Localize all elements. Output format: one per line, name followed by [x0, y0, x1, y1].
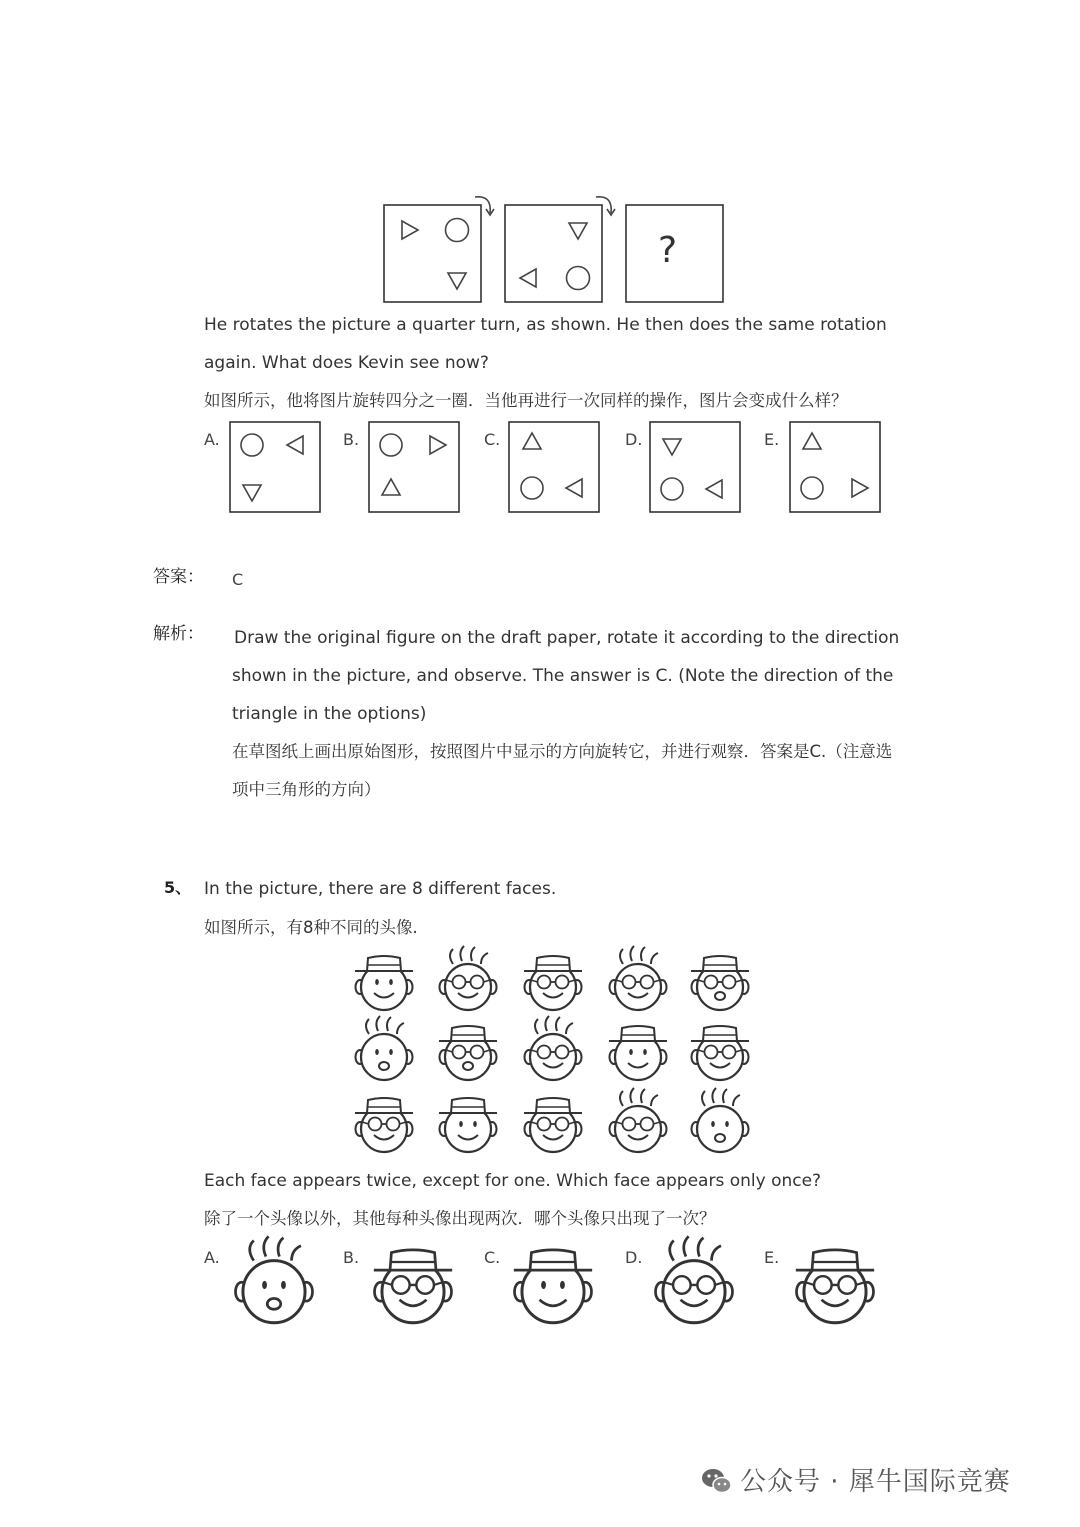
analysis-zh-1: 在草图纸上画出原始图形，按照图片中显示的方向旋转它，并进行观察．答案是C.（注意选	[232, 742, 893, 761]
option-b-face[interactable]	[374, 1250, 452, 1323]
face-hair-glasses-smile	[610, 946, 667, 1010]
option-a-picture[interactable]	[230, 422, 320, 512]
q4-intro-en-1: He rotates the picture a quarter turn, as shown. He then does the same rotation	[204, 315, 887, 335]
option-c-picture[interactable]	[509, 422, 599, 512]
q4-option-a-label: A.	[204, 430, 220, 449]
question-mark: ?	[658, 230, 678, 271]
face-hat-eyes-smile	[609, 1026, 667, 1080]
q4-option-e-label: E.	[764, 430, 780, 449]
q5-question-en: Each face appears twice, except for one. Which face appears only once?	[204, 1171, 822, 1191]
analysis-en-1: Draw the original figure on the draft paper, rotate it according to the direction	[234, 628, 900, 648]
q4-options-figure	[225, 418, 890, 518]
q5-options-figure	[220, 1235, 890, 1335]
q5-option-b-label: B.	[343, 1248, 360, 1267]
triangle-left-icon	[520, 269, 536, 287]
circle-icon	[446, 219, 469, 242]
faces-grid-figure	[340, 945, 770, 1165]
face-hat-eyes-smile	[355, 956, 413, 1010]
option-e-face[interactable]	[796, 1250, 874, 1323]
answer-label: 答案：	[153, 567, 204, 587]
face-hair-glasses-smile	[440, 946, 497, 1010]
face-hair-eyes-o	[356, 1016, 413, 1080]
q5-option-a-label: A.	[204, 1248, 220, 1267]
face-hat-glasses-smile	[524, 956, 582, 1010]
analysis-label: 解析：	[153, 624, 204, 644]
q4-option-d-label: D.	[625, 430, 643, 449]
q5-option-e-label: E.	[764, 1248, 780, 1267]
original-picture-box	[384, 205, 481, 302]
rotation-sequence-figure	[370, 185, 740, 310]
q4-option-b-label: B.	[343, 430, 360, 449]
watermark-text: 公众号 · 犀牛国际竞赛	[740, 1467, 1011, 1497]
q5-option-d-label: D.	[625, 1248, 643, 1267]
analysis-en-3: triangle in the options)	[232, 704, 427, 724]
q4-option-c-label: C.	[484, 430, 501, 449]
face-hat-glasses-o	[439, 1026, 497, 1080]
face-hair-glasses-smile	[610, 1088, 667, 1152]
face-hair-glasses-smile	[525, 1016, 582, 1080]
face-hat-glasses-smile	[524, 1098, 582, 1152]
option-d-picture[interactable]	[650, 422, 740, 512]
circle-icon	[567, 267, 590, 290]
option-b-picture[interactable]	[369, 422, 459, 512]
q5-question-zh: 除了一个头像以外，其他每种头像出现两次．哪个头像只出现了一次？	[204, 1209, 716, 1228]
option-a-face[interactable]	[236, 1236, 313, 1322]
option-d-face[interactable]	[656, 1236, 733, 1322]
q5-intro-en: In the picture, there are 8 different faces.	[204, 879, 557, 899]
q4-intro-zh: 如图所示，他将图片旋转四分之一圈．当他再进行一次同样的操作，图片会变成什么样？	[204, 391, 848, 410]
analysis-en-2: shown in the picture, and observe. The answer is C. (Note the direction of the	[232, 666, 894, 686]
face-hair-eyes-o	[692, 1088, 749, 1152]
option-c-face[interactable]	[514, 1250, 592, 1323]
face-hat-eyes-smile	[439, 1098, 497, 1152]
analysis-zh-2: 项中三角形的方向）	[232, 780, 381, 799]
answer-value: C	[232, 570, 244, 589]
q5-intro-zh: 如图所示，有8种不同的头像.	[204, 918, 418, 937]
q5-option-c-label: C.	[484, 1248, 501, 1267]
q4-intro-en-2: again. What does Kevin see now?	[204, 353, 489, 373]
triangle-down-icon	[448, 273, 466, 289]
face-hat-glasses-smile	[691, 1026, 749, 1080]
wechat-icon	[700, 1464, 734, 1498]
option-e-picture[interactable]	[790, 422, 880, 512]
rotated-picture-box	[505, 205, 602, 302]
question-number: 5、	[164, 878, 192, 897]
face-hat-glasses-smile	[355, 1098, 413, 1152]
face-hat-glasses-o	[691, 956, 749, 1010]
triangle-right-icon	[402, 221, 418, 239]
triangle-down-icon	[569, 223, 587, 239]
